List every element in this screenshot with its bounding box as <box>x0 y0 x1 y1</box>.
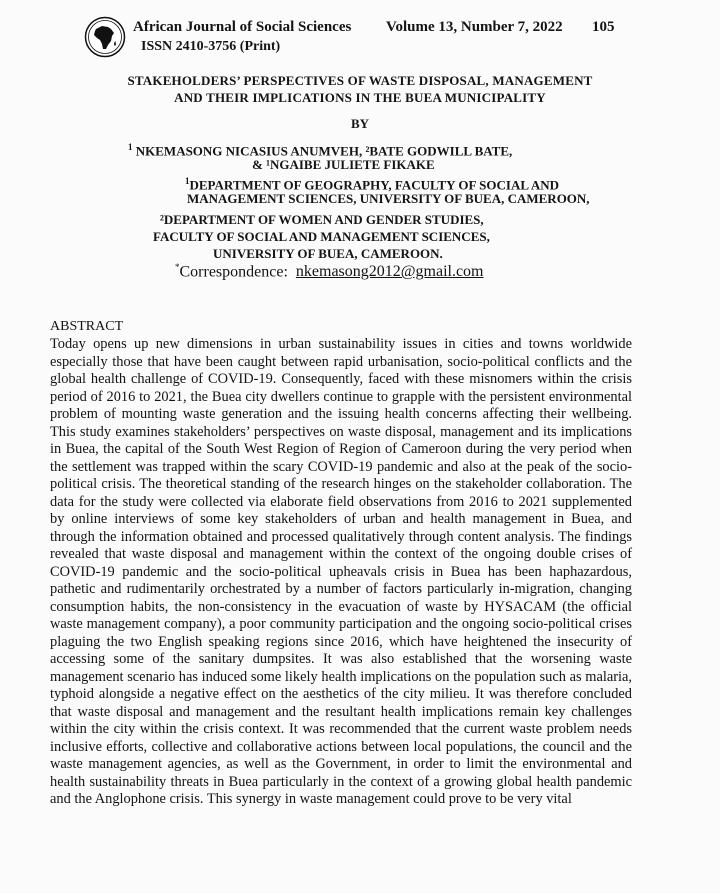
affiliation-line-3: ²DEPARTMENT OF WOMEN AND GENDER STUDIES, <box>160 212 484 227</box>
journal-name: African Journal of Social Sciences <box>133 19 352 35</box>
paper-title <box>60 72 660 106</box>
title-line: STAKEHOLDERS’ PERSPECTIVES OF WASTE DISPOSAL, MANAGEMENT <box>127 73 593 88</box>
abstract-body: Today opens up new dimensions in urban sustainability issues in cities and towns worldwide especially those that have been caught between rapid urbanisation, socio-political conflicts and the global health challenge of COVID-19. Consequently, faced with these misnomers within the crisis period of 2016 to 2021, the Buea city dwellers continue to grapple with the persistent environmental problem of mounting waste generation and the issuing health concerns affecting their wellbeing. This study examines stakeholders’ perspectives on waste disposal, management and its implications in Buea, the capital of the South West Region of Region of Cameroon during the very period when the settlement was trapped within the scary COVID-19 pandemic and also at the peak of the socio-political crisis. The theoretical standing of the research hinges on the stakeholder collaboration. The data for the study were collected via elaborate field observations from 2016 to 2021 supplemented by online interviews of some key stakeholders of urban and health management in Buea, and through the information obtained and processed qualitatively through content analysis. The findings revealed that waste disposal and management within the context of the ongoing double crises of COVID-19 pandemic and the socio-political upheavals crisis in Buea has been haphazardous, pathetic and rudimentarily orchestrated by a number of factors particularly in-migration, changing consumption habits, the non-consistency in the evacuation of waste by HYSACAM (the official waste management company), a poor community participation and the ongoing socio-political crises plaguing the two English speaking regions since 2016, which have heightened the insecurity of accessing some of the sanitary dumpsites. It was also established that the worsening waste management scenario has induced some likely health implications on the population such as malaria, typhoid alongside a negative effect on the aesthetics of the city milieu. It was therefore concluded that waste disposal and management and the resultant health implications remain key challenges within the city within the crisis context. It was recommended that the current waste problem needs inclusive efforts, collective and collaborative actions between local populations, the council and the waste management agencies, as well as the Government, in order to limit the environmental and health sustainability threats in Buea particularly in the context of a growing global health pandemic and the Anglophone crisis. This synergy in waste management could prove to be very vital <box>50 336 632 807</box>
by-label: BY <box>350 116 370 131</box>
correspondence-email[interactable]: nkemasong2012@gmail.com <box>295 263 484 281</box>
journal-logo <box>84 16 126 58</box>
affiliation-line-5: UNIVERSITY OF BUEA, CAMEROON. <box>213 246 443 261</box>
issn: ISSN 2410-3756 (Print) <box>141 39 281 54</box>
affiliation-line-2: MANAGEMENT SCIENCES, UNIVERSITY OF BUEA, CAMEROON, <box>187 191 590 206</box>
correspondence: *Correspondence: nkemasong2012@gmail.com <box>175 262 484 281</box>
affiliation-line-1: $^1$DEPARTMENT OF GEOGRAPHY, FACULTY OF SOCIAL AND <box>185 176 559 193</box>
correspondence-label: Correspondence: <box>179 263 288 281</box>
abstract-heading: ABSTRACT <box>50 319 124 334</box>
page-number: 105 <box>592 19 615 35</box>
volume-info: Volume 13, Number 7, 2022 <box>386 19 563 35</box>
authors-line-1: $^1$ NKEMASONG NICASIUS ANUMVEH, ²BATE GODWILL BATE, <box>128 142 513 159</box>
affiliation-line-4: FACULTY OF SOCIAL AND MANAGEMENT SCIENCES, <box>153 229 490 244</box>
title-line: AND THEIR IMPLICATIONS IN THE BUEA MUNICIPALITY <box>174 90 546 105</box>
authors-line-2: & ¹NGAIBE JULIETE FIKAKE <box>252 157 435 172</box>
